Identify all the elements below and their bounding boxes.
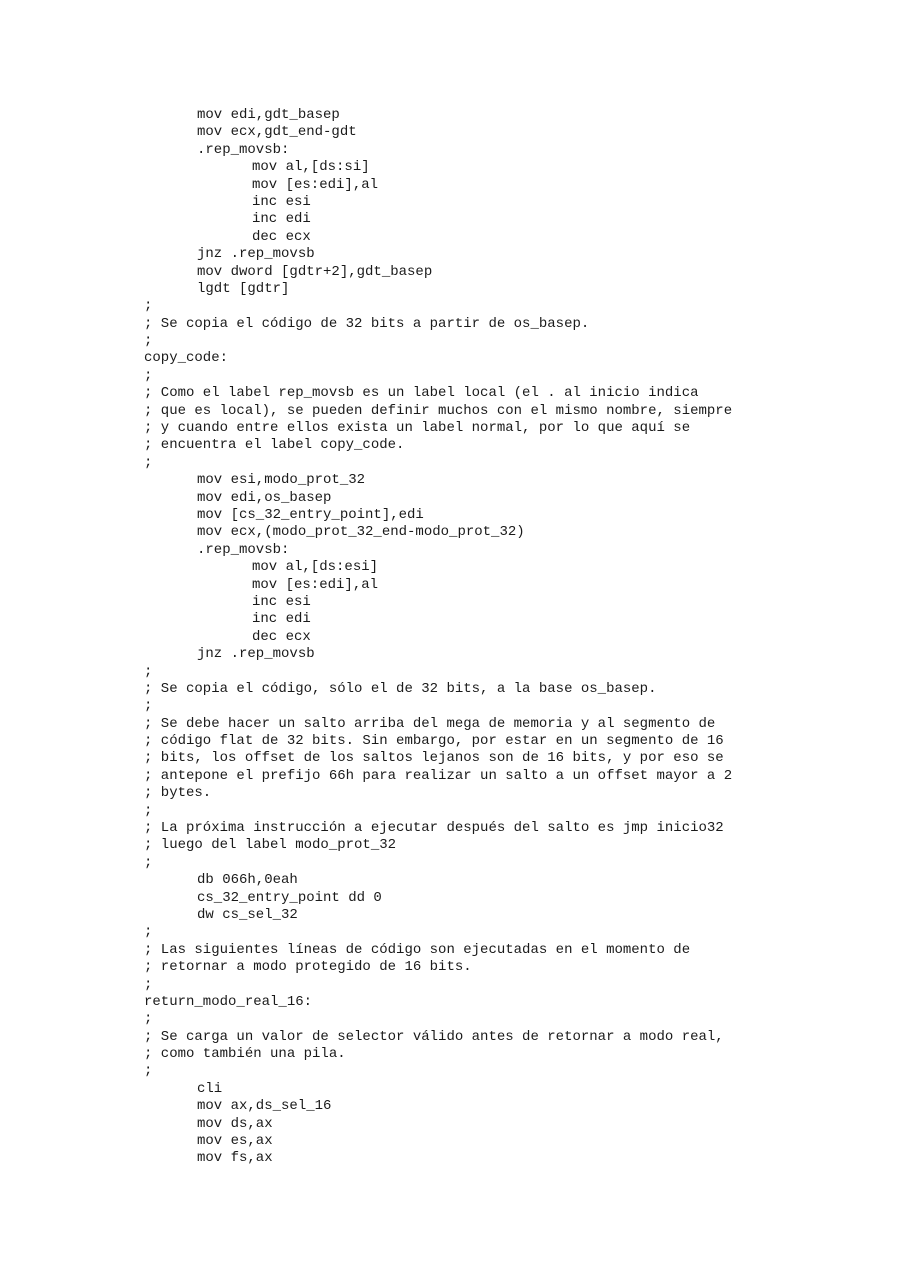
instruction-line: mov edi,os_basep (197, 489, 332, 506)
assembly-code-listing (144, 107, 732, 1168)
label-line: copy_code: (144, 350, 229, 367)
instruction-line: jnz .rep_movsb (197, 246, 315, 263)
comment-blank-line: ; (144, 333, 153, 350)
comment-blank-line: ; (144, 976, 153, 993)
comment-blank-line: ; (144, 298, 153, 315)
instruction-line: mov ecx,gdt_end-gdt (197, 124, 357, 141)
instruction-line: mov esi,modo_prot_32 (197, 472, 366, 489)
instruction-line: mov [es:edi],al (252, 176, 379, 193)
instruction-line: mov al,[ds:esi] (252, 559, 379, 576)
instruction-line: inc edi (252, 211, 311, 228)
instruction-line: mov [es:edi],al (252, 576, 379, 593)
comment-blank-line: ; (144, 1063, 153, 1080)
comment-line: ; encuentra el label copy_code. (144, 437, 405, 454)
instruction-line: jnz .rep_movsb (197, 646, 315, 663)
instruction-line: dw cs_sel_32 (197, 906, 298, 923)
comment-line: ; Se copia el código de 32 bits a partir de os_basep. (144, 315, 590, 332)
comment-blank-line: ; (144, 367, 153, 384)
instruction-line: mov ax,ds_sel_16 (197, 1098, 332, 1115)
instruction-line: cli (197, 1080, 223, 1097)
comment-line: ; La próxima instrucción a ejecutar después del salto es jmp inicio32 (144, 820, 724, 837)
comment-line: ; que es local), se pueden definir muchos con el mismo nombre, siempre (144, 402, 733, 419)
comment-line: ; código flat de 32 bits. Sin embargo, por estar en un segmento de 16 (144, 733, 724, 750)
comment-line: ; Se copia el código, sólo el de 32 bits, a la base os_basep. (144, 680, 657, 697)
instruction-line: dec ecx (252, 228, 311, 245)
comment-blank-line: ; (144, 698, 153, 715)
instruction-line: mov fs,ax (197, 1150, 273, 1167)
comment-line: ; bytes. (144, 785, 212, 802)
comment-line: ; Se carga un valor de selector válido antes de retornar a modo real, (144, 1028, 724, 1045)
instruction-line: mov ds,ax (197, 1115, 273, 1132)
instruction-line: mov edi,gdt_basep (197, 107, 340, 123)
instruction-line: cs_32_entry_point dd 0 (197, 889, 382, 906)
comment-blank-line: ; (144, 1011, 153, 1028)
comment-blank-line: ; (144, 802, 153, 819)
comment-blank-line: ; (144, 663, 153, 680)
instruction-line: mov dword [gdtr+2],gdt_basep (197, 263, 433, 280)
instruction-line: mov al,[ds:si] (252, 159, 370, 176)
comment-line: ; Las siguientes líneas de código son ejecutadas en el momento de (144, 941, 691, 958)
instruction-line: inc edi (252, 611, 311, 628)
comment-line: ; y cuando entre ellos exista un label normal, por lo que aquí se (144, 420, 691, 437)
label-line: .rep_movsb: (197, 541, 290, 558)
instruction-line: inc esi (252, 193, 311, 210)
instruction-line: lgdt [gdtr] (197, 280, 290, 297)
comment-line: ; luego del label modo_prot_32 (144, 837, 397, 854)
comment-blank-line: ; (144, 454, 153, 471)
instruction-line: inc esi (252, 593, 311, 610)
comment-line: ; retornar a modo protegido de 16 bits. (144, 959, 472, 976)
comment-blank-line: ; (144, 924, 153, 941)
label-line: .rep_movsb: (197, 141, 290, 158)
comment-line: ; antepone el prefijo 66h para realizar un salto a un offset mayor a 2 (144, 767, 733, 784)
instruction-line: mov ecx,(modo_prot_32_end-modo_prot_32) (197, 524, 525, 541)
comment-line: ; Se debe hacer un salto arriba del mega de memoria y al segmento de (144, 715, 716, 732)
comment-line: ; bits, los offset de los saltos lejanos son de 16 bits, y por eso se (144, 750, 724, 767)
label-line: return_modo_real_16: (144, 993, 313, 1010)
instruction-line: db 066h,0eah (197, 872, 298, 889)
instruction-line: mov [cs_32_entry_point],edi (197, 506, 424, 523)
comment-blank-line: ; (144, 854, 153, 871)
comment-line: ; Como el label rep_movsb es un label local (el . al inicio indica (144, 385, 699, 402)
comment-line: ; como también una pila. (144, 1046, 346, 1063)
instruction-line: dec ecx (252, 628, 311, 645)
instruction-line: mov es,ax (197, 1133, 273, 1150)
